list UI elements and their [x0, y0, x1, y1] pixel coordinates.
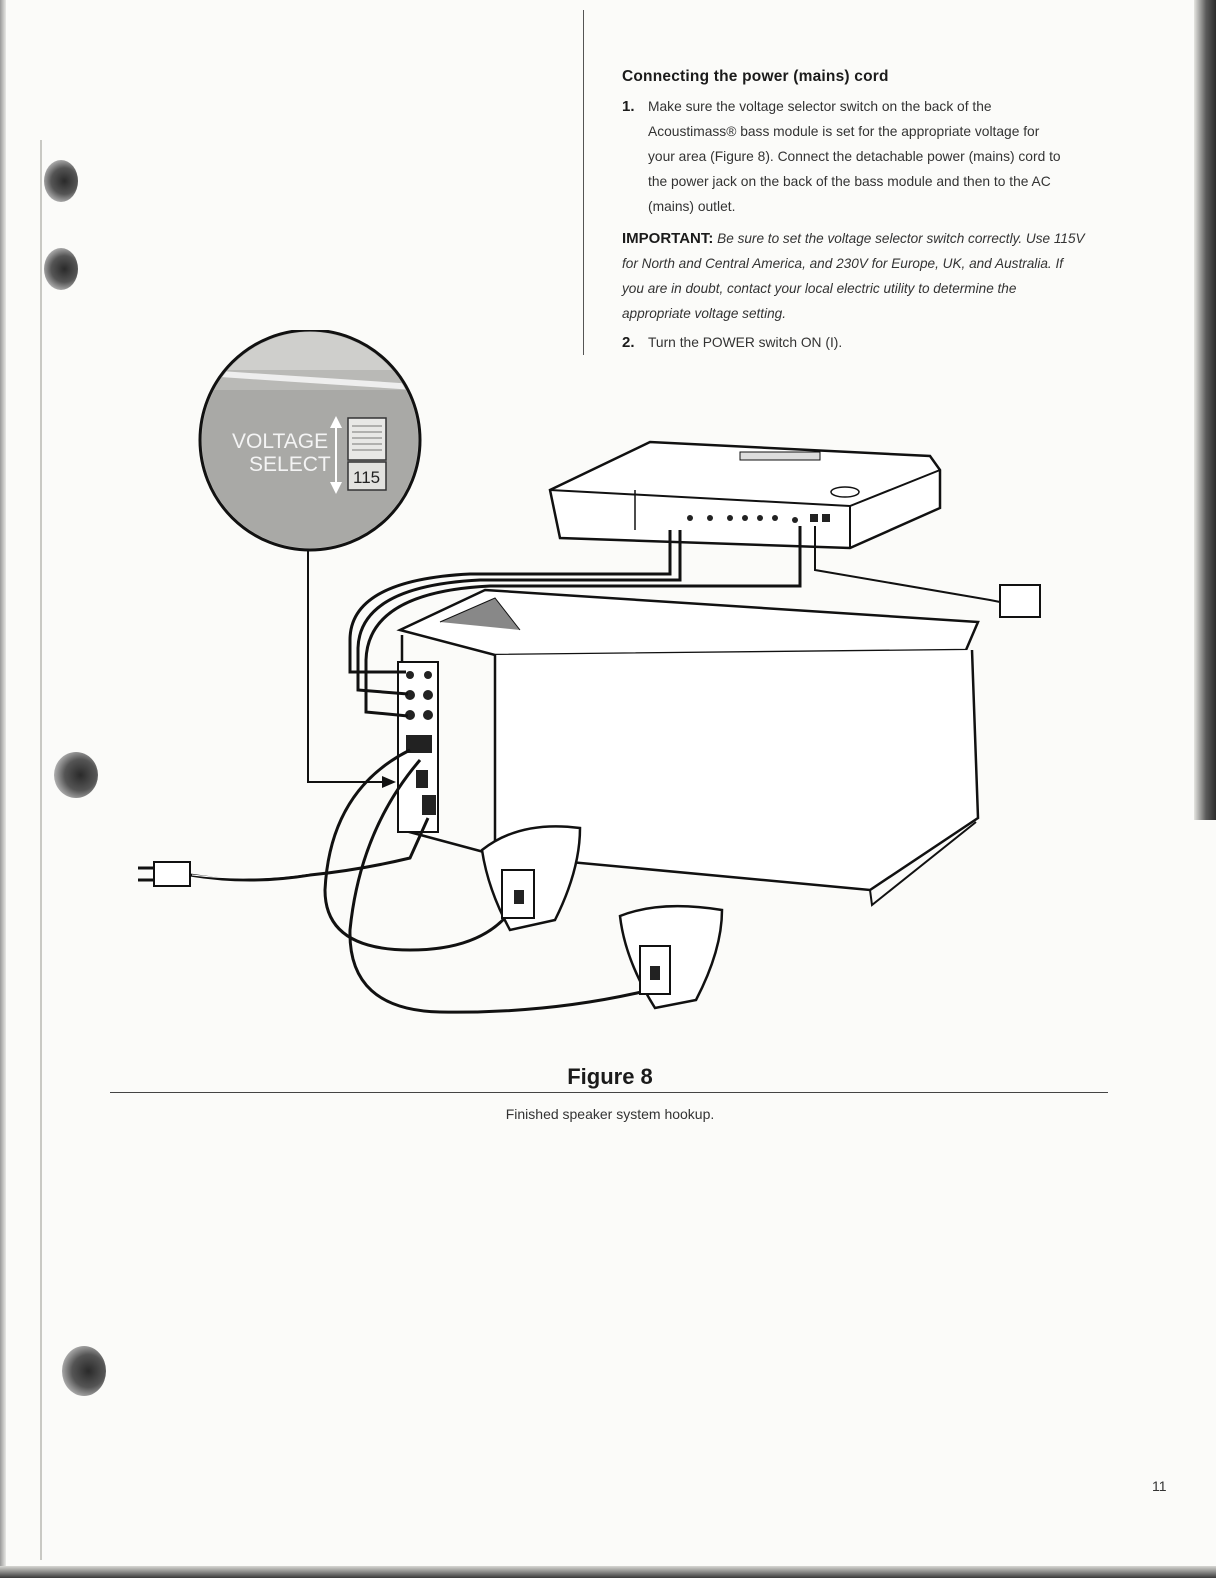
step-text: Make sure the voltage selector switch on the back of the Acoustimass® bass module is set for the appropriate voltage for your area (Figure 8). Connect the detachable power (mains) cord to the power jack on the back of the bass module and then to the AC (mains) outlet.	[648, 99, 1061, 214]
binder-hole	[54, 752, 98, 798]
callout-line-2: SELECT	[249, 453, 331, 476]
important-note	[622, 226, 1087, 326]
hookup-illustration	[110, 330, 1110, 1060]
voltage-select-callout	[190, 330, 450, 550]
scan-page-fold	[40, 140, 42, 1560]
step-text: Turn the POWER switch ON (I).	[648, 335, 843, 350]
callout-leader-line	[308, 550, 386, 782]
column-divider	[583, 10, 584, 355]
scan-left-edge	[0, 0, 6, 1578]
step-1	[622, 94, 1062, 219]
step-number: 1.	[622, 98, 635, 115]
speaker-left	[482, 826, 580, 930]
hookup-svg	[110, 330, 1110, 1060]
media-center-unit	[550, 442, 940, 548]
figure-caption: Finished speaker system hookup.	[505, 1106, 715, 1122]
power-adapter	[1000, 585, 1040, 617]
section-title: Connecting the power (mains) cord	[622, 68, 889, 85]
scan-bottom-edge	[0, 1566, 1216, 1578]
switch-value: 115	[353, 468, 381, 487]
step-number: 2.	[622, 334, 635, 351]
scan-right-edge	[1194, 0, 1216, 820]
plug-icon	[154, 862, 190, 886]
important-label: IMPORTANT:	[622, 230, 714, 247]
power-cord	[138, 818, 428, 886]
figure-rule	[110, 1092, 1108, 1093]
page-number: 11	[1152, 1478, 1167, 1494]
binder-hole	[44, 248, 78, 290]
figure-label: Figure 8	[567, 1064, 653, 1089]
bass-module-panel	[398, 662, 438, 832]
leader-arrow-icon	[382, 776, 396, 788]
important-text: Be sure to set the voltage selector switch correctly. Use 115V for North and Central America, and 230V for Europe, UK, and Australia. If you are in doubt, contact your local electric utility to determine the appropriate voltage setting.	[622, 231, 1085, 321]
binder-hole	[44, 160, 78, 202]
switch-slider	[348, 418, 386, 460]
callout-line-1: VOLTAGE	[232, 430, 329, 453]
binder-hole	[62, 1346, 106, 1396]
